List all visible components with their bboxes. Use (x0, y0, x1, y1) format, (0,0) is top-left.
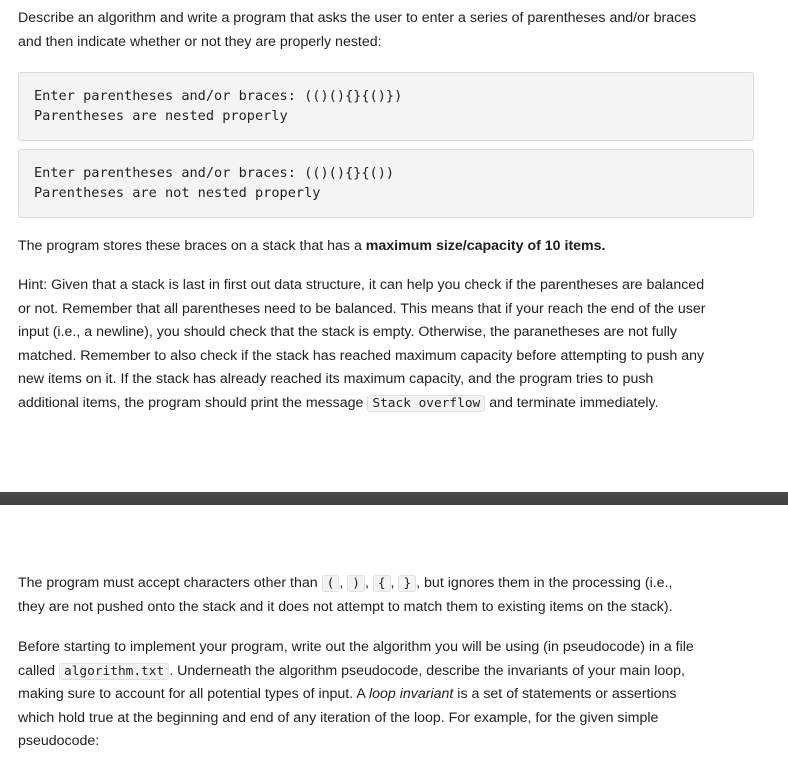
capacity-text (18, 235, 788, 259)
before-paragraph (0, 636, 788, 754)
intro-line-1: Describe an algorithm and write a program that asks the user to enter a series of parentheses and/or braces (18, 10, 697, 26)
ignore-text-before: The program must accept characters other than (18, 575, 322, 591)
example-1-prompt: Enter parentheses and/or braces: (()(){}{()}) (34, 88, 403, 104)
section-divider (0, 492, 788, 505)
stack-overflow-code: Stack overflow (367, 395, 485, 412)
hint-paragraph (0, 274, 788, 415)
hint-line-4: matched. Remember to also check if the stack has reached maximum capacity before attempting to push any (18, 347, 705, 364)
example-2-prompt: Enter parentheses and/or braces: (()(){}{()) (34, 165, 395, 181)
char-close-brace: } (398, 575, 416, 592)
intro-paragraph (0, 7, 788, 54)
hint-line-6-after: and terminate immediately. (485, 394, 659, 411)
ignore-sep-3: , (390, 575, 399, 591)
intro-line-2: and then indicate whether or not they are properly nested: (18, 33, 382, 50)
char-open-brace: { (373, 575, 391, 592)
hint-line-6 (18, 392, 788, 416)
example-output-2 (0, 149, 788, 218)
before-line-2-before: called (18, 662, 60, 679)
code-block-1 (18, 72, 754, 141)
char-close-paren: ) (347, 575, 365, 592)
code-block-2 (18, 149, 754, 218)
before-line-3 (18, 683, 788, 707)
example-output-1 (0, 72, 788, 141)
hint-line-1: Hint: Given that a stack is last in first out data structure, it can help you check if the parentheses are balanced (18, 277, 705, 293)
ignore-paragraph (0, 572, 788, 619)
hint-line-5: new items on it. If the stack has already reached its maximum capacity, and the program tries to push (18, 371, 654, 387)
example-1-result: Parentheses are nested properly (34, 108, 288, 124)
capacity-paragraph (0, 235, 788, 259)
ignore-text-after: , but ignores them in the processing (i.e., (416, 575, 673, 591)
capacity-bold: maximum size/capacity of 10 items. (365, 238, 606, 254)
loop-invariant-term: loop invariant (368, 686, 454, 702)
example-2-result: Parentheses are not nested properly (34, 185, 321, 201)
ignore-sep-1: , (339, 575, 348, 591)
before-line-1: Before starting to implement your program, write out the algorithm you will be using (in pseudocode) in a file (18, 639, 694, 655)
algorithm-file-code: algorithm.txt (59, 663, 169, 680)
ignore-line-2: they are not pushed onto the stack and it does not attempt to match them to existing items on the stack). (18, 598, 673, 615)
ignore-sep-2: , (364, 575, 373, 591)
char-open-paren: ( (322, 575, 340, 592)
before-line-4: which hold true at the beginning and end of any iteration of the loop. For example, for the given simple (18, 709, 659, 726)
ignore-line-1 (18, 572, 788, 596)
hint-line-2: or not. Remember that all parentheses need to be balanced. This means that if your reach the end of the user (18, 300, 706, 317)
before-line-3-after: is a set of statements or assertions (453, 686, 677, 702)
before-line-3-before: making sure to account for all potential types of input. A (18, 686, 369, 702)
before-line-2-after: . Underneath the algorithm pseudocode, describe the invariants of your main loop, (169, 662, 685, 679)
hint-line-6-before: additional items, the program should print the message (18, 394, 368, 411)
capacity-text-before: The program stores these braces on a stack that has a (18, 238, 366, 254)
before-line-5: pseudocode: (18, 733, 100, 749)
hint-line-3: input (i.e., a newline), you should check that the stack is empty. Otherwise, the paranetheses are not fully (18, 324, 678, 340)
before-line-2 (18, 660, 788, 684)
